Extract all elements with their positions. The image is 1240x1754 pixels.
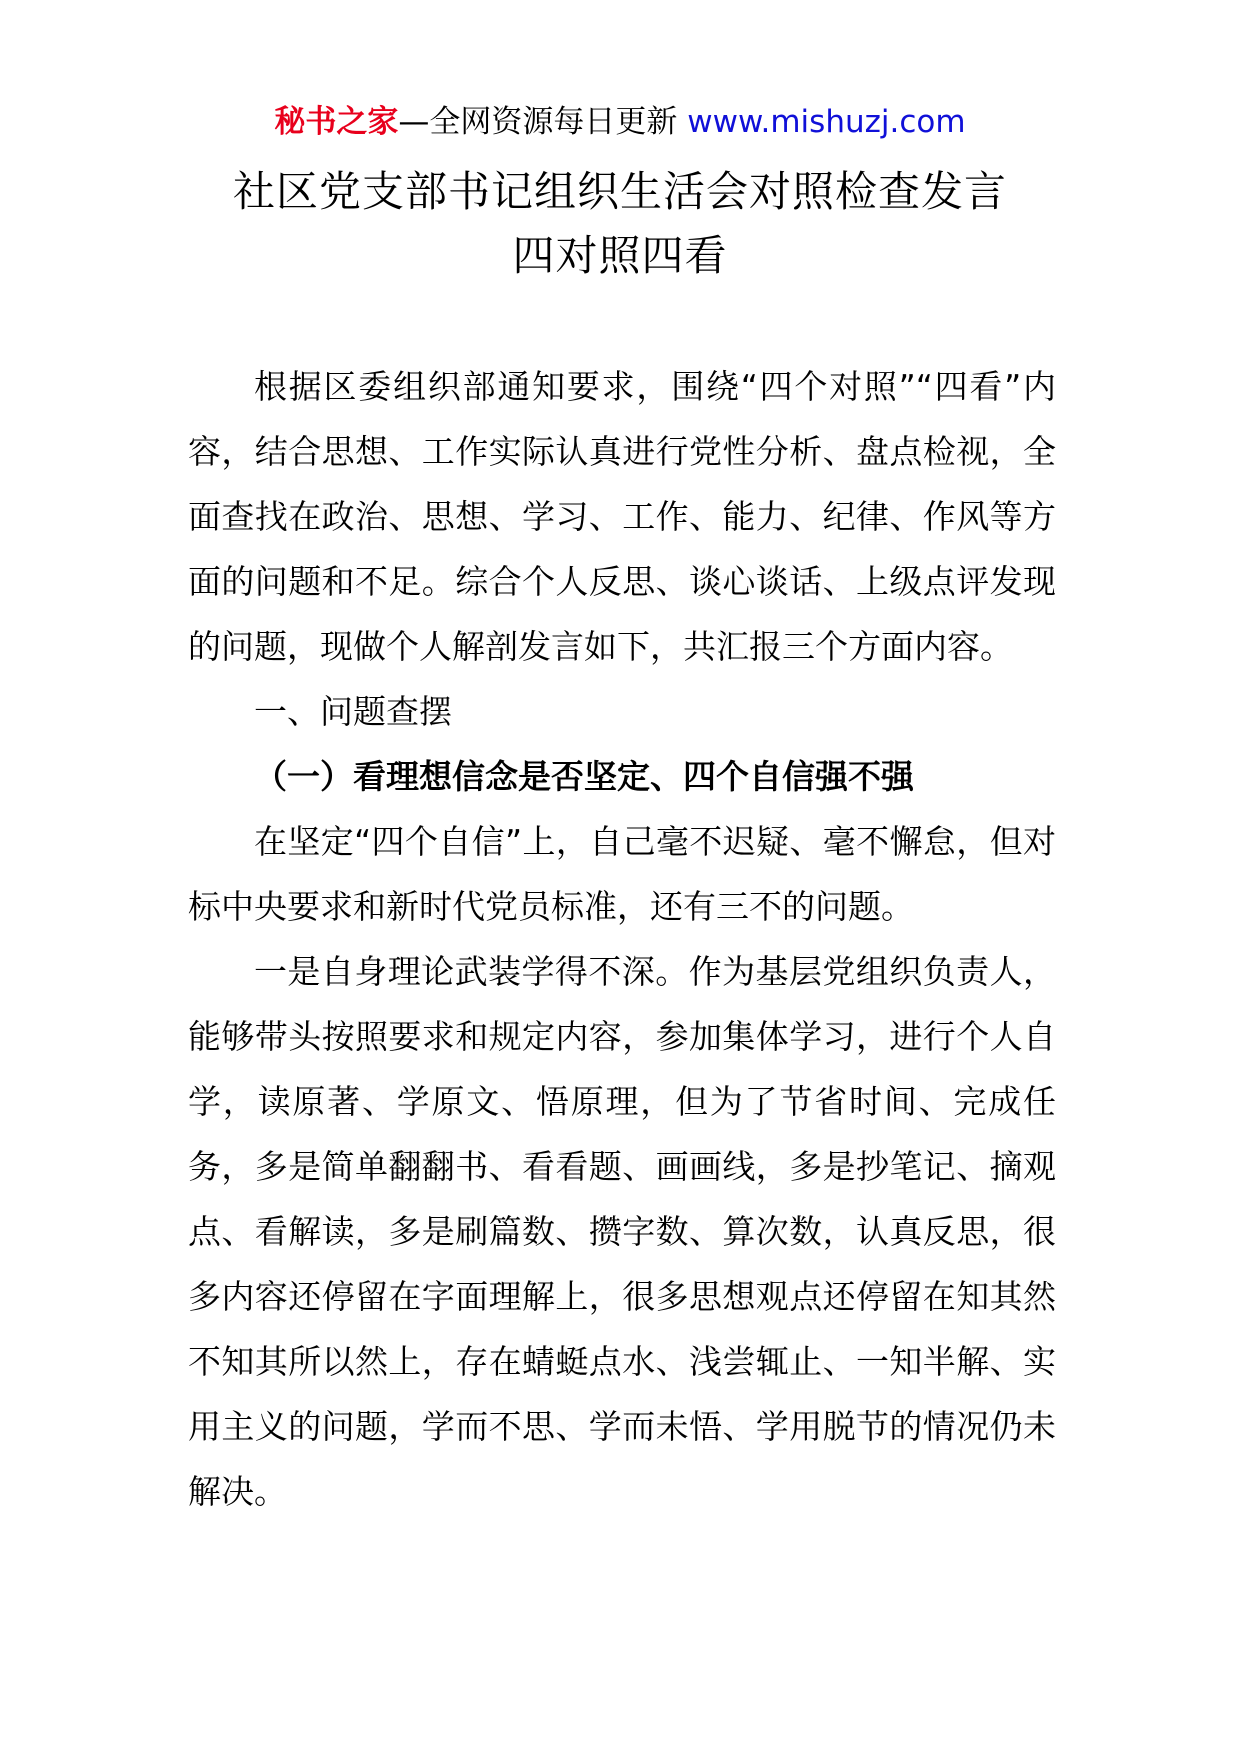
header-tagline: —全网资源每日更新 — [398, 104, 688, 140]
site-header — [0, 100, 1240, 144]
document-body — [188, 354, 1056, 1524]
title-line-1: 社区党支部书记组织生活会对照检查发言 — [232, 167, 1007, 216]
intro-paragraph: 根据区委组织部通知要求，围绕“四个对照”“四看”内容，结合思想、工作实际认真进行党性分析、盘点检视，全面查找在政治、思想、学习、工作、能力、纪律、作风等方面的问题和不足。综合个人反思、谈心谈话、上级点评发现的问题，现做个人解剖发言如下，共汇报三个方面内容。 — [188, 367, 1056, 666]
subsection-heading: （一）看理想信念是否坚定、四个自信强不强 — [254, 757, 914, 796]
brand-name: 秘书之家 — [274, 104, 399, 140]
body-paragraph: 一是自身理论武装学得不深。作为基层党组织负责人，能够带头按照要求和规定内容，参加集体学习，进行个人自学，读原著、学原文、悟原理，但为了节省时间、完成任务，多是简单翻翻书、看看题、画画线，多是抄笔记、摘观点、看解读，多是刷篇数、攒字数、算次数，认真反思，很多内容还停留在字面理解上，很多思想观点还停留在知其然不知其所以然上，存在蜻蜓点水、浅尝辄止、一知半解、实用主义的问题，学而不思、学而未悟、学用脱节的情况仍未解决。 — [188, 952, 1056, 1511]
section-heading: 一、问题查摆 — [254, 692, 452, 731]
document-title — [0, 160, 1240, 288]
title-line-2: 四对照四看 — [512, 231, 728, 280]
body-paragraph: 在坚定“四个自信”上，自己毫不迟疑、毫不懈怠，但对标中央要求和新时代党员标准，还有三不的问题。 — [188, 822, 1056, 926]
site-url-link[interactable]: www.mishuzj.com — [687, 104, 966, 140]
